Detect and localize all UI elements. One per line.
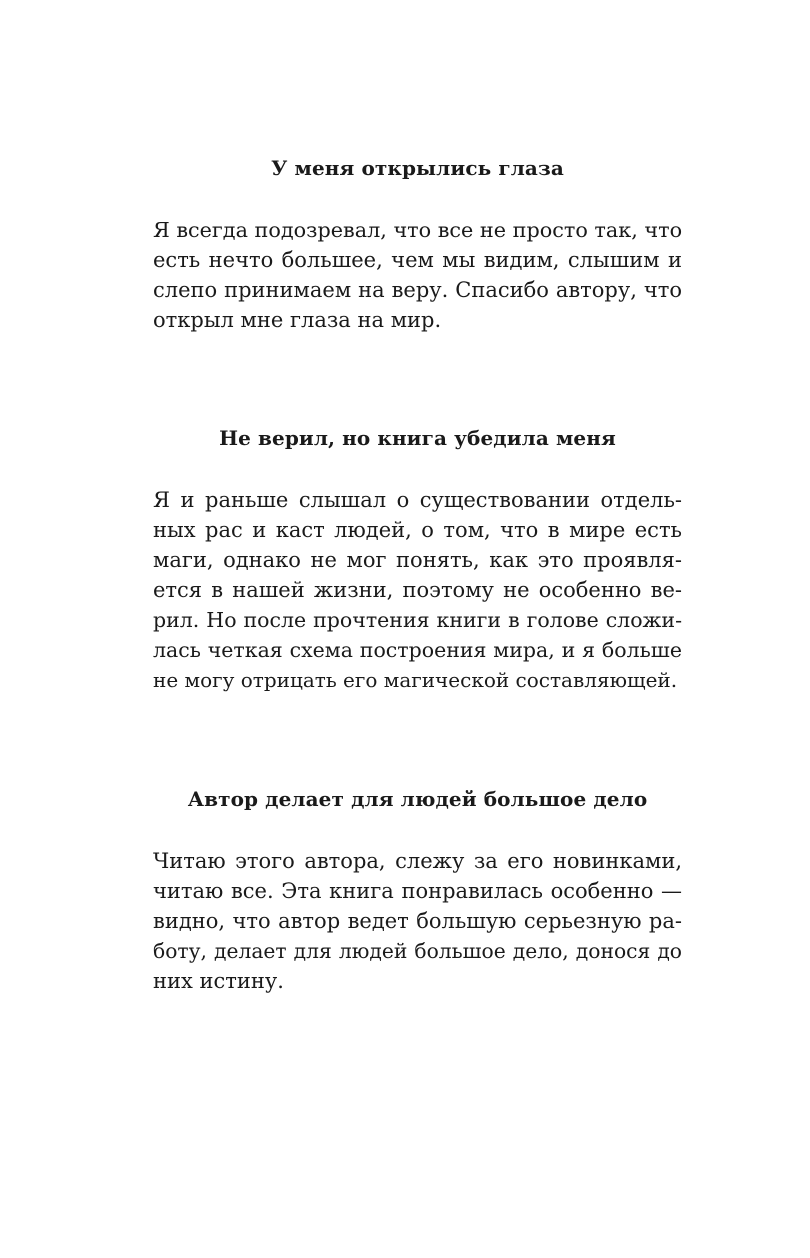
text-line: ется в нашей жизни, поэтому не особенно ве- <box>153 578 682 602</box>
text-line: Я всегда подозревал, что все не просто так, что <box>153 218 683 242</box>
text-line: маги, однако не мог понять, как это проявля- <box>153 548 682 572</box>
review-title: Автор делает для людей большое дело <box>187 787 648 811</box>
text-line: Я и раньше слышал о существовании отдель- <box>153 488 682 512</box>
review-section <box>153 423 682 695</box>
text-line: ных рас и каст людей, о том, что в мире есть <box>153 518 682 542</box>
review-title: Не верил, но книга убедила меня <box>219 426 616 450</box>
review-section <box>153 153 682 335</box>
text-line: Читаю этого автора, слежу за его новинками, <box>153 849 682 873</box>
text-line: открыл мне глаза на мир. <box>153 308 442 332</box>
text-line: рил. Но после прочтения книги в голове сложи- <box>153 608 682 632</box>
text-line: них истину. <box>153 969 284 993</box>
text-line: лась четкая схема построения мира, и я больше <box>153 638 682 662</box>
text-line: не могу отрицать его магической составляющей. <box>153 668 678 692</box>
review-title: У меня открылись глаза <box>271 156 564 180</box>
text-line: читаю все. Эта книга понравилась особенно — <box>153 879 682 903</box>
text-line: боту, делает для людей большое дело, донося до <box>153 939 682 963</box>
text-line: видно, что автор ведет большую серьезную ра- <box>153 909 682 933</box>
text-line: есть нечто большее, чем мы видим, слышим и <box>153 248 682 272</box>
review-text <box>153 485 682 695</box>
review-section <box>153 784 682 996</box>
text-line: слепо принимаем на веру. Спасибо автору, что <box>153 278 682 302</box>
review-text <box>153 215 682 335</box>
review-text <box>153 846 682 996</box>
